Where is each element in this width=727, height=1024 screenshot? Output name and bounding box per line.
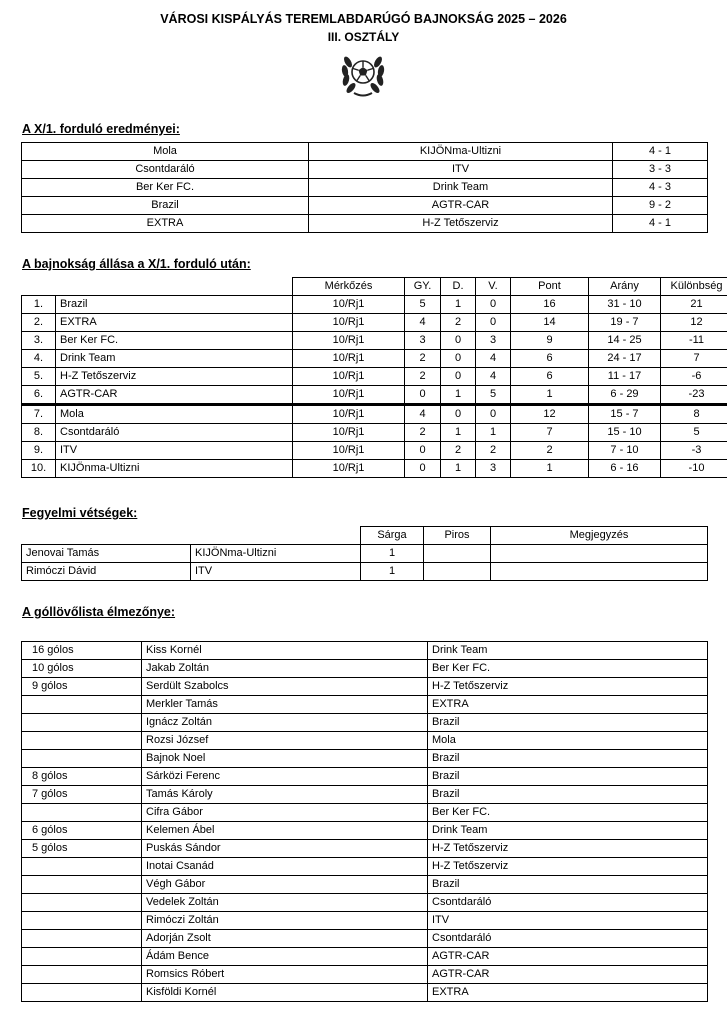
team-cell: Ber Ker FC.	[428, 660, 708, 678]
draws-cell: 0	[441, 350, 476, 368]
score-cell: 4 - 1	[613, 143, 708, 161]
goals-cell	[22, 912, 142, 930]
team-cell: H-Z Tetőszerviz	[428, 678, 708, 696]
standings-row	[22, 405, 727, 424]
standings-table	[21, 277, 727, 478]
player-cell: Jakab Zoltán	[142, 660, 428, 678]
team-cell: AGTR-CAR	[56, 386, 293, 405]
position-cell: 3.	[22, 332, 56, 350]
scorer-row	[22, 786, 708, 804]
col-red: Piros	[424, 527, 491, 545]
team-cell: Mola	[428, 732, 708, 750]
discipline-heading: Fegyelmi vétségek:	[22, 506, 138, 520]
team-cell: H-Z Tetőszerviz	[428, 858, 708, 876]
team-cell: AGTR-CAR	[428, 966, 708, 984]
result-row	[22, 161, 708, 179]
goals-cell	[22, 948, 142, 966]
team-cell: H-Z Tetőszerviz	[428, 840, 708, 858]
team-cell: Drink Team	[56, 350, 293, 368]
red-card-cell	[424, 545, 491, 563]
goals-cell: 6 gólos	[22, 822, 142, 840]
scorer-row	[22, 840, 708, 858]
position-cell: 7.	[22, 405, 56, 424]
played-cell: 10/Rj1	[293, 296, 405, 314]
player-cell: Jenovai Tamás	[22, 545, 191, 563]
losses-cell: 3	[476, 332, 511, 350]
standings-heading: A bajnokság állása a X/1. forduló után:	[22, 257, 251, 271]
ratio-cell: 24 - 17	[589, 350, 661, 368]
scorer-row	[22, 660, 708, 678]
points-cell: 6	[511, 350, 589, 368]
goals-cell	[22, 984, 142, 1002]
col-draws: D.	[441, 278, 476, 296]
score-cell: 4 - 3	[613, 179, 708, 197]
difference-cell: 5	[661, 424, 727, 442]
ratio-cell: 15 - 10	[589, 424, 661, 442]
position-cell: 10.	[22, 460, 56, 478]
points-cell: 1	[511, 386, 589, 405]
wins-cell: 5	[405, 296, 441, 314]
scorer-row	[22, 678, 708, 696]
player-cell: Tamás Károly	[142, 786, 428, 804]
losses-cell: 3	[476, 460, 511, 478]
scorer-row	[22, 714, 708, 732]
played-cell: 10/Rj1	[293, 442, 405, 460]
player-cell: Vedelek Zoltán	[142, 894, 428, 912]
points-cell: 6	[511, 368, 589, 386]
team-cell: EXTRA	[428, 984, 708, 1002]
position-cell: 4.	[22, 350, 56, 368]
away-team-cell: ITV	[309, 161, 613, 179]
player-cell: Serdült Szabolcs	[142, 678, 428, 696]
ratio-cell: 6 - 29	[589, 386, 661, 405]
goals-cell	[22, 804, 142, 822]
ratio-cell: 7 - 10	[589, 442, 661, 460]
scorer-row	[22, 696, 708, 714]
page-title: VÁROSI KISPÁLYÁS TEREMLABDARÚGÓ BAJNOKSÁG 2025 – 2026	[160, 12, 567, 26]
points-cell: 16	[511, 296, 589, 314]
col-wins: GY.	[405, 278, 441, 296]
team-cell: ITV	[56, 442, 293, 460]
player-cell: Romsics Róbert	[142, 966, 428, 984]
team-cell: Mola	[56, 405, 293, 424]
ratio-cell: 19 - 7	[589, 314, 661, 332]
difference-cell: 21	[661, 296, 727, 314]
home-team-cell: Brazil	[22, 197, 309, 215]
team-cell: Brazil	[56, 296, 293, 314]
team-cell: ITV	[191, 563, 361, 581]
losses-cell: 5	[476, 386, 511, 405]
difference-cell: 7	[661, 350, 727, 368]
standings-row	[22, 442, 727, 460]
difference-cell: -6	[661, 368, 727, 386]
results-heading: A X/1. forduló eredményei:	[22, 122, 180, 136]
away-team-cell: AGTR-CAR	[309, 197, 613, 215]
player-cell: Kelemen Ábel	[142, 822, 428, 840]
wins-cell: 3	[405, 332, 441, 350]
home-team-cell: Csontdaráló	[22, 161, 309, 179]
team-cell: Drink Team	[428, 822, 708, 840]
losses-cell: 4	[476, 368, 511, 386]
draws-cell: 1	[441, 296, 476, 314]
position-cell: 1.	[22, 296, 56, 314]
home-team-cell: EXTRA	[22, 215, 309, 233]
team-cell: EXTRA	[56, 314, 293, 332]
team-cell: KIJÖNma-Ultizni	[191, 545, 361, 563]
goals-cell: 10 gólos	[22, 660, 142, 678]
difference-cell: -3	[661, 442, 727, 460]
score-cell: 4 - 1	[613, 215, 708, 233]
wins-cell: 0	[405, 460, 441, 478]
goals-cell: 7 gólos	[22, 786, 142, 804]
points-cell: 9	[511, 332, 589, 350]
scorer-row	[22, 750, 708, 768]
result-row	[22, 215, 708, 233]
discipline-table	[21, 526, 708, 581]
player-cell: Ignácz Zoltán	[142, 714, 428, 732]
points-cell: 1	[511, 460, 589, 478]
yellow-card-cell: 1	[361, 563, 424, 581]
standings-row	[22, 368, 727, 386]
played-cell: 10/Rj1	[293, 386, 405, 405]
position-cell: 6.	[22, 386, 56, 405]
standings-row	[22, 350, 727, 368]
standings-row	[22, 296, 727, 314]
draws-cell: 1	[441, 424, 476, 442]
played-cell: 10/Rj1	[293, 460, 405, 478]
team-cell: Brazil	[428, 768, 708, 786]
goals-cell	[22, 894, 142, 912]
wins-cell: 2	[405, 368, 441, 386]
points-cell: 12	[511, 405, 589, 424]
result-row	[22, 179, 708, 197]
discipline-header-row	[22, 527, 708, 545]
ratio-cell: 14 - 25	[589, 332, 661, 350]
wins-cell: 4	[405, 405, 441, 424]
score-cell: 9 - 2	[613, 197, 708, 215]
position-cell: 8.	[22, 424, 56, 442]
scorer-row	[22, 804, 708, 822]
difference-cell: -10	[661, 460, 727, 478]
goals-cell: 9 gólos	[22, 678, 142, 696]
note-cell	[491, 545, 708, 563]
scorers-table	[21, 641, 708, 1002]
losses-cell: 0	[476, 296, 511, 314]
player-cell: Bajnok Noel	[142, 750, 428, 768]
col-played: Mérkőzés	[293, 278, 405, 296]
position-cell: 9.	[22, 442, 56, 460]
position-cell: 2.	[22, 314, 56, 332]
away-team-cell: Drink Team	[309, 179, 613, 197]
wins-cell: 0	[405, 386, 441, 405]
away-team-cell: KIJÖNma-Ultizni	[309, 143, 613, 161]
position-cell: 5.	[22, 368, 56, 386]
team-cell: H-Z Tetőszerviz	[56, 368, 293, 386]
away-team-cell: H-Z Tetőszerviz	[309, 215, 613, 233]
player-cell: Merkler Tamás	[142, 696, 428, 714]
difference-cell: -11	[661, 332, 727, 350]
col-yellow: Sárga	[361, 527, 424, 545]
player-cell: Végh Gábor	[142, 876, 428, 894]
draws-cell: 0	[441, 368, 476, 386]
goals-cell	[22, 696, 142, 714]
col-ratio: Arány	[589, 278, 661, 296]
team-cell: Brazil	[428, 876, 708, 894]
goals-cell	[22, 858, 142, 876]
team-cell: Brazil	[428, 714, 708, 732]
draws-cell: 2	[441, 442, 476, 460]
team-cell: Ber Ker FC.	[56, 332, 293, 350]
scorer-row	[22, 894, 708, 912]
goals-cell	[22, 966, 142, 984]
team-cell: AGTR-CAR	[428, 948, 708, 966]
player-cell: Kisföldi Kornél	[142, 984, 428, 1002]
scorer-row	[22, 984, 708, 1002]
discipline-row	[22, 545, 708, 563]
scorer-row	[22, 948, 708, 966]
scorer-row	[22, 768, 708, 786]
ratio-cell: 31 - 10	[589, 296, 661, 314]
difference-cell: 8	[661, 405, 727, 424]
player-cell: Inotai Csanád	[142, 858, 428, 876]
result-row	[22, 197, 708, 215]
goals-cell	[22, 714, 142, 732]
points-cell: 7	[511, 424, 589, 442]
goals-cell: 16 gólos	[22, 642, 142, 660]
losses-cell: 2	[476, 442, 511, 460]
standings-row	[22, 424, 727, 442]
red-card-cell	[424, 563, 491, 581]
standings-header-row	[22, 278, 727, 296]
scorer-row	[22, 966, 708, 984]
played-cell: 10/Rj1	[293, 405, 405, 424]
losses-cell: 0	[476, 314, 511, 332]
played-cell: 10/Rj1	[293, 368, 405, 386]
team-cell: Ber Ker FC.	[428, 804, 708, 822]
losses-cell: 1	[476, 424, 511, 442]
ratio-cell: 15 - 7	[589, 405, 661, 424]
team-cell: Drink Team	[428, 642, 708, 660]
standings-row	[22, 314, 727, 332]
draws-cell: 0	[441, 405, 476, 424]
goals-cell	[22, 750, 142, 768]
standings-row	[22, 460, 727, 478]
played-cell: 10/Rj1	[293, 350, 405, 368]
yellow-card-cell: 1	[361, 545, 424, 563]
player-cell: Rozsi József	[142, 732, 428, 750]
results-table	[21, 142, 708, 233]
points-cell: 14	[511, 314, 589, 332]
goals-cell	[22, 876, 142, 894]
played-cell: 10/Rj1	[293, 314, 405, 332]
standings-row	[22, 332, 727, 350]
team-cell: KIJÖnma-Ultizni	[56, 460, 293, 478]
team-cell: ITV	[428, 912, 708, 930]
played-cell: 10/Rj1	[293, 332, 405, 350]
scorer-row	[22, 642, 708, 660]
scorer-row	[22, 912, 708, 930]
home-team-cell: Mola	[22, 143, 309, 161]
ratio-cell: 6 - 16	[589, 460, 661, 478]
scorer-row	[22, 858, 708, 876]
difference-cell: 12	[661, 314, 727, 332]
draws-cell: 1	[441, 460, 476, 478]
scorers-heading: A góllövőlista élmezőnye:	[22, 605, 176, 619]
player-cell: Rimóczi Dávid	[22, 563, 191, 581]
col-difference: Különbség	[661, 278, 727, 296]
team-cell: Brazil	[428, 750, 708, 768]
draws-cell: 0	[441, 332, 476, 350]
points-cell: 2	[511, 442, 589, 460]
team-cell: Csontdaráló	[56, 424, 293, 442]
col-points: Pont	[511, 278, 589, 296]
standings-row	[22, 386, 727, 405]
draws-cell: 1	[441, 386, 476, 405]
division-subtitle: III. OSZTÁLY	[327, 30, 400, 44]
team-cell: Brazil	[428, 786, 708, 804]
goals-cell	[22, 930, 142, 948]
goals-cell: 8 gólos	[22, 768, 142, 786]
ratio-cell: 11 - 17	[589, 368, 661, 386]
score-cell: 3 - 3	[613, 161, 708, 179]
home-team-cell: Ber Ker FC.	[22, 179, 309, 197]
losses-cell: 4	[476, 350, 511, 368]
note-cell	[491, 563, 708, 581]
team-cell: Csontdaráló	[428, 930, 708, 948]
draws-cell: 2	[441, 314, 476, 332]
wins-cell: 2	[405, 350, 441, 368]
player-cell: Kiss Kornél	[142, 642, 428, 660]
scorer-row	[22, 876, 708, 894]
goals-cell	[22, 732, 142, 750]
discipline-row	[22, 563, 708, 581]
losses-cell: 0	[476, 405, 511, 424]
wins-cell: 0	[405, 442, 441, 460]
player-cell: Cifra Gábor	[142, 804, 428, 822]
team-cell: EXTRA	[428, 696, 708, 714]
scorer-row	[22, 930, 708, 948]
result-row	[22, 143, 708, 161]
wins-cell: 2	[405, 424, 441, 442]
scorer-row	[22, 732, 708, 750]
player-cell: Adorján Zsolt	[142, 930, 428, 948]
player-cell: Rimóczi Zoltán	[142, 912, 428, 930]
difference-cell: -23	[661, 386, 727, 405]
player-cell: Ádám Bence	[142, 948, 428, 966]
col-note: Megjegyzés	[491, 527, 708, 545]
player-cell: Sárközi Ferenc	[142, 768, 428, 786]
goals-cell: 5 gólos	[22, 840, 142, 858]
col-losses: V.	[476, 278, 511, 296]
wins-cell: 4	[405, 314, 441, 332]
player-cell: Puskás Sándor	[142, 840, 428, 858]
team-cell: Csontdaráló	[428, 894, 708, 912]
scorer-row	[22, 822, 708, 840]
played-cell: 10/Rj1	[293, 424, 405, 442]
soccer-ball-laurel-icon	[338, 48, 388, 100]
